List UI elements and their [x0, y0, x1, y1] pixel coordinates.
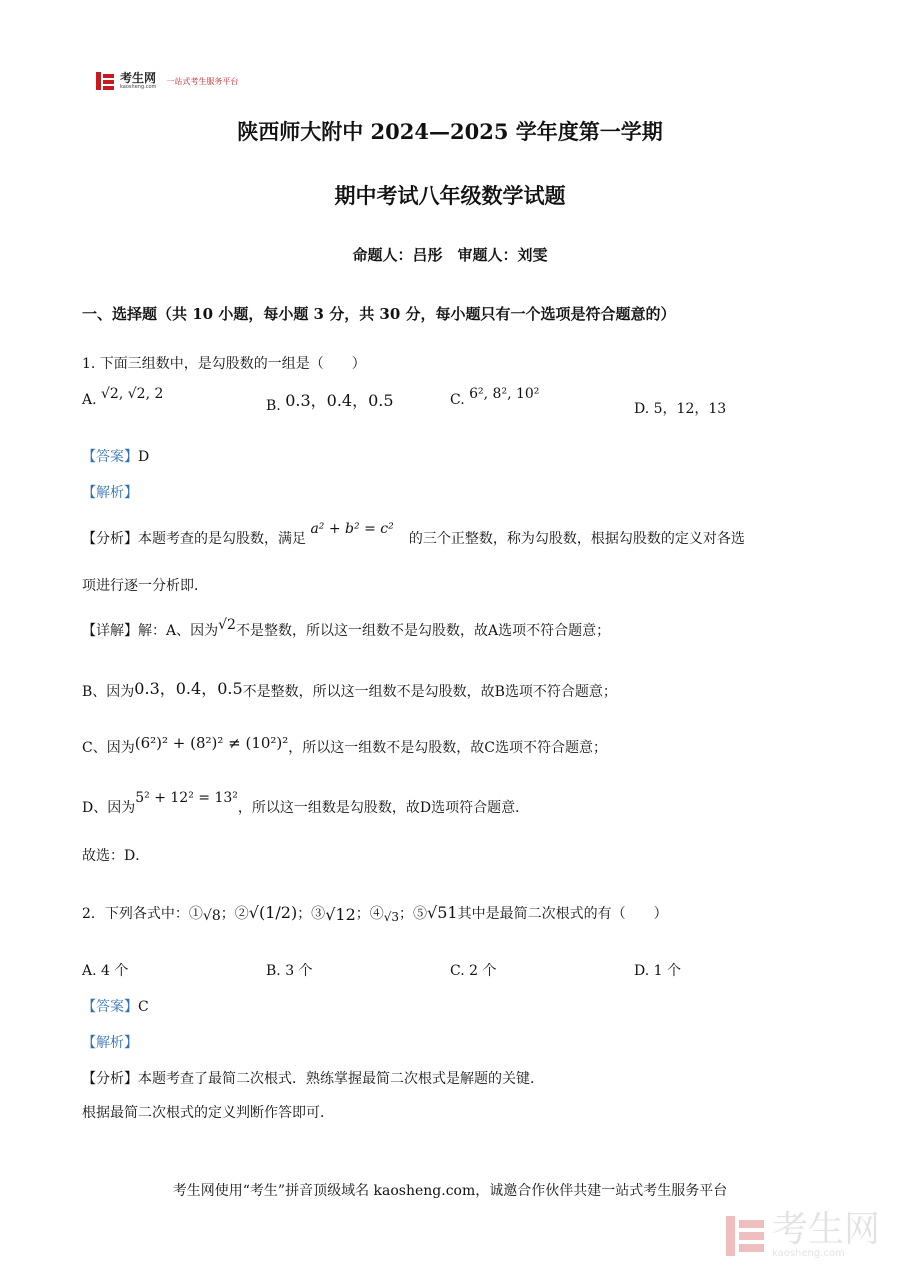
page-footer: 考生网使用“考生”拼音顶级域名 kaosheng.com，诚邀合作伙伴共建一站式考生服务平台 [172, 1183, 728, 1199]
q1-option-a-math: √2, √2, 2 [101, 386, 164, 402]
q1-detail-b-letter: B [494, 684, 505, 700]
q2-stem-f: 其中是最简二次根式的有（ ） [457, 906, 668, 922]
q1-detail-b-math: 0.3，0.4，0.5 [134, 679, 243, 698]
fenxi-tag: 【分析】 [82, 1071, 138, 1087]
q2-stem [82, 903, 668, 923]
q2-stem-c: ；③ [297, 906, 326, 922]
q2-stem-d: ；④ [355, 906, 384, 922]
q1-fenxi-math: a² + b² = c² [310, 521, 394, 537]
q1-detail-b [82, 678, 617, 701]
logo-text [120, 72, 156, 90]
authors: 命题人：吕彤 审题人：刘雯 [352, 246, 548, 264]
q1-detail-c [82, 734, 608, 757]
q1-option-d: D. 5，12，13 [634, 401, 727, 417]
q1-detail-c-text2: ，所以这一组数不是勾股数，故 [288, 740, 485, 756]
q2-radical-3: √12 [325, 905, 356, 924]
page-subtitle: 期中考试八年级数学试题 [334, 183, 566, 208]
q1-option-c [450, 386, 540, 408]
q1-fenxi-cont: 项进行逐一分析即． [82, 578, 208, 594]
watermark-domain: kaosheng.com [771, 1248, 845, 1259]
q1-detail-b-text2: 不是整数，所以这一组数不是勾股数，故 [242, 684, 495, 700]
q1-detail-a-letter: A [487, 623, 499, 639]
q2-stem-e: ；⑤ [399, 906, 428, 922]
q2-answer [82, 996, 149, 1016]
q1-detail-d-text: D、因为 [82, 800, 136, 816]
q1-detail-c-text3: 选项不符合题意； [495, 740, 608, 756]
q2-fenxi-text: 本题考查了最简二次根式．熟练掌握最简二次根式是解题的关键． [138, 1071, 544, 1087]
q1-option-a [82, 386, 164, 408]
kaosheng-logo-icon [96, 72, 114, 90]
xiangjie-tag: 【详解】 [82, 623, 138, 639]
q1-option-a-label: A. [82, 392, 97, 408]
q1-detail-c-text: C、因为 [82, 740, 135, 756]
logo-name: 考生网 [120, 71, 157, 85]
q2-stem-a: 2．下列各式中：① [82, 906, 203, 922]
q2-stem-b: ；② [220, 906, 249, 922]
q1-detail-d-math: 5² + 12² = 13² [135, 790, 238, 806]
section-heading: 一、选择题（共 10 小题，每小题 3 分，共 30 分，每小题只有一个选项是符合题意的） [82, 305, 676, 323]
q1-detail-d [82, 790, 530, 817]
q1-detail-a-text3: 选项不符合题意； [498, 623, 611, 639]
q1-detail-d-text3: 选项符合题意． [431, 800, 530, 816]
q1-detail-d-letter: D [419, 800, 432, 816]
watermark-logo-icon [726, 1216, 764, 1256]
watermark-text [771, 1209, 880, 1259]
q2-option-c: C. 2 个 [450, 963, 497, 979]
q1-option-b-math: 0.3，0.4，0.5 [285, 391, 394, 410]
q1-detail-a-text2: 不是整数，所以这一组数不是勾股数，故 [235, 623, 488, 639]
q1-stem: 1. 下面三组数中，是勾股数的一组是（ ） [82, 356, 366, 372]
q2-radical-4: √3 [383, 910, 400, 924]
q2-radical-5: √51 [427, 903, 458, 922]
q1-detail-c-letter: C [484, 740, 496, 756]
q1-answer-value: D [138, 449, 150, 465]
logo-slogan: 一站式考生服务平台 [166, 76, 239, 86]
watermark-name: 考生网 [771, 1209, 880, 1250]
q1-detail-b-text: B、因为 [82, 684, 135, 700]
q2-analysis-tag: 【解析】 [82, 1035, 138, 1051]
q1-fenxi-text-b: 的三个正整数，称为勾股数，根据勾股数的定义对各选 [408, 531, 745, 547]
q2-answer-value: C [138, 999, 149, 1015]
fenxi-tag: 【分析】 [82, 531, 138, 547]
q1-detail-a-text: 解：A、因为 [138, 623, 219, 639]
q1-detail-d-text2: ，所以这一组数是勾股数，故 [237, 800, 420, 816]
q1-option-b [266, 392, 394, 415]
q2-fenxi-cont: 根据最简二次根式的定义判断作答即可． [82, 1105, 334, 1121]
q2-option-a: A. 4 个 [82, 963, 129, 979]
q1-option-b-label: B. [266, 398, 281, 414]
page-title: 陕西师大附中 2024—2025 学年度第一学期 [237, 119, 663, 144]
logo-domain: kaosheng.com [120, 84, 157, 90]
q2-fenxi [82, 1068, 544, 1088]
header-logo [96, 72, 238, 90]
q1-detail-a-math: √2 [218, 617, 236, 633]
q1-fenxi [82, 521, 745, 548]
q2-option-d: D. 1 个 [634, 963, 681, 979]
q1-option-c-math: 6², 8², 10² [469, 386, 540, 402]
q1-detail-a [82, 617, 611, 640]
q2-radical-1: √8 [202, 908, 221, 924]
q1-option-c-label: C. [450, 392, 465, 408]
q1-detail-b-text3: 选项不符合题意； [504, 684, 617, 700]
answer-tag: 【答案】 [82, 449, 138, 465]
q2-radical-2: √(1/2) [248, 903, 298, 922]
q2-option-b: B. 3 个 [266, 963, 313, 979]
q1-analysis-tag: 【解析】 [82, 485, 138, 501]
q1-detail-c-math: (6²)² + (8²)² ≠ (10²)² [134, 734, 289, 752]
q1-choose: 故选：D． [82, 848, 150, 864]
watermark [726, 1209, 880, 1259]
answer-tag: 【答案】 [82, 999, 138, 1015]
q1-answer [82, 446, 149, 466]
q1-fenxi-text-a: 本题考查的是勾股数，满足 [138, 531, 306, 547]
